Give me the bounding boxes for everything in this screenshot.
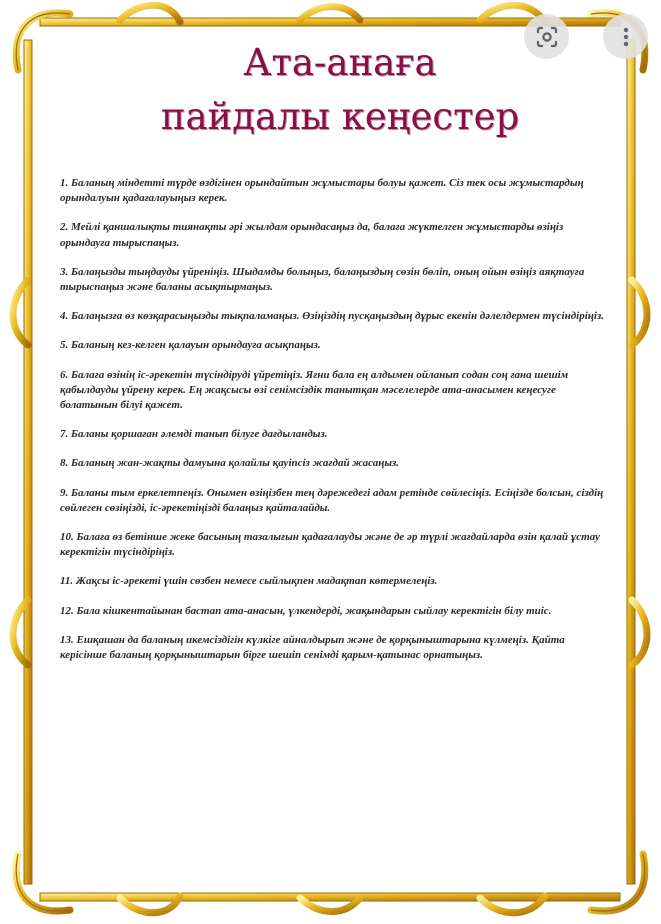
advice-item-5: 5. Баланың кез-келген қалауын орындауға асықпаңыз.: [60, 339, 321, 352]
lens-icon: [535, 25, 559, 49]
advice-item-9: 9. Баланы тым еркелетпеңіз. Онымен өзіңізбен тең дәрежедегі адам ретінде сөйлесіңіз. Есіңізде болсын, сіздің сөйлеген сөзіңізді, іс-әрекетіңізді балаңыз қайталайды.: [60, 486, 604, 514]
advice-item-11: 11. Жақсы іс-әрекеті үшін сөзбен немесе сыйлықпен мадақтап көтермелеңіз.: [60, 575, 438, 588]
advice-item-12: 12. Бала кішкентайынан бастап ата-анасын, үлкендерді, жақындарын сыйлау керектігін білу тиіс.: [60, 604, 552, 617]
advice-item-10: 10. Балаға өз бетінше жеке басының тазалығын қадағалауды және де әр түрлі жағдайларда өзін қалай ұстау керектігін түсіндіріңіз.: [60, 531, 600, 559]
title-line-2: пайдалы кеңестер: [160, 95, 520, 138]
lens-button[interactable]: [524, 14, 569, 59]
advice-list: [60, 176, 608, 677]
more-options-button[interactable]: [603, 14, 648, 59]
advice-item-7: 7. Баланы қоршаған әлемді танып білуге дағдыландыз.: [60, 428, 328, 441]
advice-item-4: 4. Балаңызға өз көзқарасыңызды тықпаламаңыз. Өзіңіздің пусқаңыздың дұрыс екенін дәлелдермен түсіндіріңіз.: [60, 310, 604, 323]
more-vertical-icon: [614, 25, 638, 49]
advice-item-1: 1. Баланың міндетті түрде өздігінен орындайтын жұмыстары болуы қажет. Сіз тек осы жұмыстардың орындалуын қадағалауыңыз керек.: [60, 177, 584, 205]
advice-item-3: 3. Балаңызды тыңдауды үйреніңіз. Шыдамды болыңыз, балаңыздың сөзін бөліп, оның ойын өзіңіз аяқтауға тырыспаңыз және баланы асықтырмаңыз.: [60, 265, 585, 294]
advice-item-6: 6. Балаға өзінің іс-әрекетін түсіндіруді үйретіңіз. Яғни бала ең алдымен ойланып содан соң ғана шешім қабылдауды үйрену керек. Ең жақсысы өзі сенімсіздік танытқан мәселелерде ата-анасымен кеңесуге болатынын білуі қажет.: [60, 368, 569, 412]
advice-item-8: 8. Баланың жан-жақты дамуына қолайлы қауіпсіз жағдай жасаңыз.: [60, 457, 400, 470]
advice-item-2: 2. Мейлі қаншалықты тиянақты әрі жылдам орындасаңыз да, балаға жүктелген жұмыстарды өзіңіз орындауға тырыспаңыз.: [60, 221, 564, 249]
advice-item-13: 13. Ешқашан да баланың икемсіздігін күлкіге айналдырып және де қорқыныштарына күлмеңіз. Қайта керісінше баланың қорқыныштарын бірге шешіп сенімді қарым-қатынас орнатыңыз.: [60, 633, 565, 662]
title-line-1: Ата-анаға: [243, 41, 437, 84]
